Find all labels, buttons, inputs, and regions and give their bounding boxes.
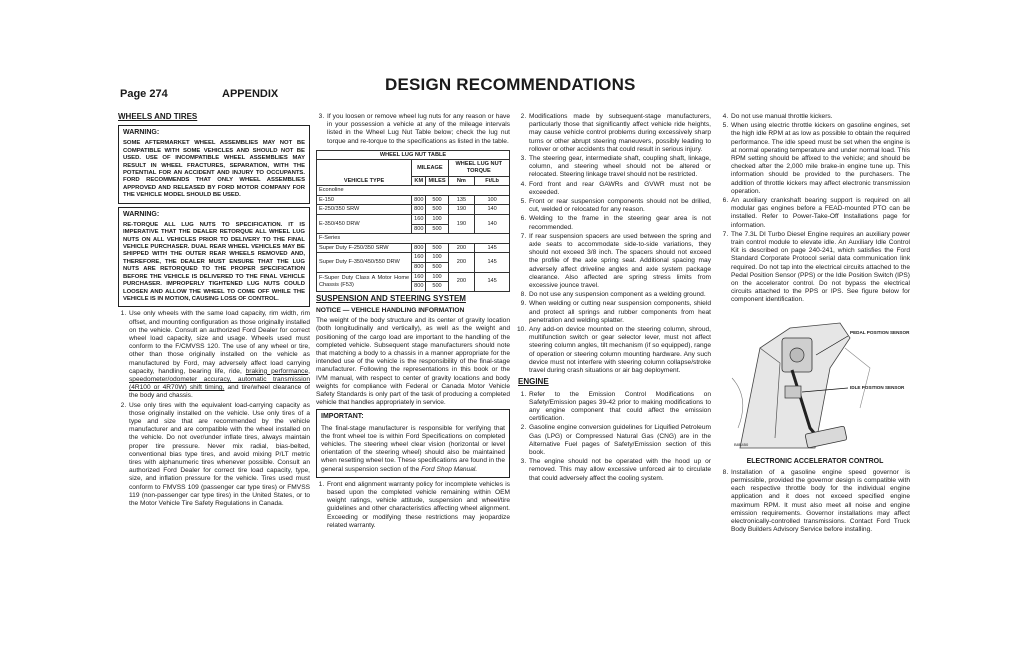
important-title: IMPORTANT: bbox=[321, 413, 364, 421]
warning-title: WARNING: bbox=[123, 129, 160, 137]
figure-code: B8B450 bbox=[734, 442, 749, 448]
list-item: 10. Any add-on device mounted on the steering column, shroud, multifunction switch or gear selector lever, must not affect steering column angles, tilt mechanism (if so equipped), range of operation or steering column mounting hardware. Any such device must not interfere with steering column collapse/stroke travel during crash situations or air bag deployment. bbox=[528, 326, 711, 375]
list-item: 6. An auxiliary crankshaft bearing support is required on all modular gas engines before a FEAD-mounted PTO can be installed. Refer to Power-Take-Off Installations page for information. bbox=[730, 197, 910, 230]
engine-heading: ENGINE bbox=[518, 377, 549, 387]
list-item: 2. Gasoline engine conversion guidelines for Liquified Petroleum Gas (LPG) or Compressed Natural Gas (CNG) are in the Alternative Fuel pages of Safety/Emission section of this book. bbox=[528, 424, 711, 457]
list-item: 3. The steering gear, intermediate shaft, coupling shaft, linkage, column, and steering wheel should not be altered or relocated. Steering linkage travel should not be restricted. bbox=[528, 155, 711, 180]
column-4 bbox=[720, 113, 910, 536]
wheel-lug-nut-table bbox=[316, 150, 510, 292]
list-item: 9. When welding or cutting near suspension components, shield and protect all springs and rubber components from heat penetration and welding splatter. bbox=[528, 300, 711, 325]
warning-box-2 bbox=[118, 207, 310, 308]
list-item: 1. Use only wheels with the same load capacity, rim width, rim offset, and mounting configuration as those originally installed on the vehicle. Consult an authorized Ford Dealer for correct wheel load capacity, size and usage. Wheels used must conform to the F/CMVSS 120. The use of any wheel or tire, other than those originally installed on the vehicle as manufactured by Ford, may adversely affect load carrying capacity, handling, bearing life, ride, braking performance, speedometer/odometer accuracy, automatic transmission (4R100 or 4R70W) shift timing, and tire/wheel clearance of the body and chassis. bbox=[128, 310, 310, 400]
table-row: Super Duty F-250/350 SRW 800 500 200 145 bbox=[317, 243, 510, 253]
notice-heading: NOTICE — VEHICLE HANDLING INFORMATION bbox=[316, 306, 465, 314]
accelerator-figure bbox=[720, 308, 910, 456]
important-box bbox=[316, 409, 510, 477]
table-header: Ft/Lb bbox=[475, 176, 510, 186]
list-item: 5. Front or rear suspension components should not be drilled, cut, welded or relocated for any reason. bbox=[528, 198, 711, 214]
list-item: 4. Ford front and rear GAWRs and GVWR must not be exceeded. bbox=[528, 181, 711, 197]
list-item: 4. Do not use manual throttle kickers. bbox=[730, 113, 910, 121]
list-item: 2. Modifications made by subsequent-stage manufacturers, particularly those that significantly affect vehicle ride heights, may cause vehicle control problems during excessively sharp turns or other abrupt steering maneuvers, possibly leading to rollover or other accidents that could result in serious injury. bbox=[528, 113, 711, 154]
warning-text: SOME AFTERMARKET WHEEL ASSEMBLIES MAY NOT BE COMPATIBLE WITH SOME VEHICLES AND SHOULD NOT BE USED. USE OF INCOMPATIBLE WHEEL ASSEMBLIES MAY RESULT IN WHEEL FRACTURES, SEPARATION, WITH THE POTENTIAL FOR AN ACCIDENT AND INJURY TO OCCUPANTS. FORD RECOMMENDS THAT ONLY WHEEL ASSEMBLIES APPROVED AND RELEASED BY FORD MOTOR COMPANY FOR THE VEHICLE MODEL SHOULD BE USED. bbox=[123, 140, 305, 199]
suspension-list-cont bbox=[518, 113, 711, 375]
list-item: 8. Installation of a gasoline engine speed governor is permissible, provided the governor design is compatible with each respective throttle body for the individual engine application and it does not exceed specified engine maximum RPM. It must also meet all noise and engine emission requirements. Governor installations may affect electronically-controlled transmissions. Contact Ford Truck Body Builders Advisory Service before installing. bbox=[730, 469, 910, 535]
table-row: E-150 800 500 135 100 bbox=[317, 195, 510, 205]
list-item: 2. Use only tires with the equivalent load-carrying capacity as those originally installed on the vehicle. Use only tires of a type and size that are recommended by the vehicle manufacturer and are compatible with the wheel installed on the vehicle. Do not over/under inflate tires, always maintain proper tire pressure. Never mix radial, bias-belted, conventional bias type tires, and avoid mixing P/LT metric tires with alphanumeric tires whenever possible. Consult an authorized Ford Dealer for correct tire load capacity, type, size, and inflation pressure for the vehicle. Tires used must conform to FMVSS 109 (passenger car type tires) or FMVSS 119 (non-passenger car type tires) in the United States, or to the Motor Vehicle Tire Safety Regulations in Canada. bbox=[128, 402, 310, 509]
list-item: 5. When using electric throttle kickers on gasoline engines, set the high idle RPM at as low as possible to obtain the required performance. The idle speed must be set when the engine is at normal operating temperature and under normal load. This RPM setting should be affixed to the vehicle; and should be checked after the 2,000 mile brake-in engine tune up. This information should be provided to the purchasers. The addition of throttle kickers may affect electronic transmission operation. bbox=[730, 122, 910, 196]
underlined-text: speedometer/odometer accuracy, automatic transmission (4R100 or 4R70W) shift timing, bbox=[129, 375, 310, 392]
important-text: The final-stage manufacturer is responsible for verifying that the front wheel toe is within Ford Specifications on completed vehicles. The steering wheel clear vision (horizontal or level orientation of the steering wheel) should also be maintained when resetting wheel toe. These specifications are found in the general suspension section of the Ford Shop Manual. bbox=[321, 424, 505, 473]
engine-list-cont bbox=[720, 113, 910, 305]
table-header: MILES bbox=[426, 176, 448, 186]
idle-position-sensor-label: IDLE POSITION SENSOR bbox=[850, 384, 905, 390]
column-1 bbox=[118, 113, 310, 509]
wheels-list-cont bbox=[316, 113, 510, 146]
table-row: 800 500 bbox=[317, 262, 510, 272]
table-row: E-350/450 DRW 160 100 190 140 bbox=[317, 214, 510, 224]
wheels-list bbox=[118, 310, 310, 508]
warning-box-1 bbox=[118, 125, 310, 203]
pedal-position-sensor-label: PEDAL POSITION SENSOR bbox=[850, 329, 910, 335]
column-3 bbox=[518, 113, 711, 484]
list-item: 8. Do not use any suspension component as a welding ground. bbox=[528, 291, 711, 299]
table-row: 800 500 bbox=[317, 224, 510, 234]
table-header: MILEAGE bbox=[412, 160, 448, 176]
page-number: Page 274 bbox=[120, 88, 168, 100]
table-row: E-250/350 SRW 800 500 190 140 bbox=[317, 205, 510, 215]
section-label: APPENDIX bbox=[222, 88, 279, 100]
warning-title: WARNING: bbox=[123, 210, 160, 218]
table-title: WHEEL LUG NUT TABLE bbox=[317, 150, 510, 160]
handling-paragraph: The weight of the body structure and its center of gravity location (both longitudinally and vertically), as well as the weight and positioning of the cargo load are important to the handling of the completed vehicle. Subsequent stage manufacturers should note that matching a body to a chassis in a manner appropriate for the intended use of the vehicle is the responsibility of the final-stage manufacturer. Following the representations in this book or the IVM manual, with respect to center of gravity locations and body weights for compliance with Federal or Canada Motor Vehicle Safety Standards is only part of the task of producing a completed vehicle that handles appropriately in service. bbox=[316, 317, 510, 407]
list-item: 1. Refer to the Emission Control Modifications on Safety/Emission pages 39-42 prior to making modifications to any engine component that could affect the emission certification. bbox=[528, 391, 711, 424]
list-item: 3. If you loosen or remove wheel lug nuts for any reason or have in your possession a vehicle at any of the mileage intervals listed in the Wheel Lug Nut Table below; check the lug nut torque and re-torque to the specifications as listed in the table. bbox=[326, 113, 510, 146]
column-2 bbox=[316, 113, 510, 531]
warning-text: RE-TORQUE ALL LUG NUTS TO SPECIFICATION. IT IS IMPERATIVE THAT THE DEALER RETORQUE ALL WHEEL LUG NUTS ON ALL VEHICLES PRIOR TO DELIVERY TO THE FINAL VEHICLE PURCHASER. DUAL REAR WHEEL VEHICLES MAY BE SHIPPED WITH THE OUTER REAR WHEELS REMOVED AND, THEREFORE, THE DEALER MUST ENSURE THAT THE LUG NUTS ARE RETORQUED TO THE PROPER SPECIFICATION BEFORE THE VEHICLE IS DELIVERED TO THE FINAL VEHICLE PURCHASER. IMPROPERLY TIGHTENED LUG NUTS COULD LOOSEN AND ALLOW THE WHEEL TO COME OFF WHILE THE VEHICLE IS IN MOTION, CAUSING LOSS OF CONTROL. bbox=[123, 221, 305, 302]
table-header: Nm bbox=[448, 176, 475, 186]
list-item: 6. Welding to the frame in the steering gear area is not recommended. bbox=[528, 215, 711, 231]
suspension-list bbox=[316, 481, 510, 530]
underlined-text: braking performance bbox=[245, 367, 309, 375]
list-item: 3. The engine should not be operated with the hood up or removed. This may allow excessive unforced air to circulate that could adversely affect the cooling system. bbox=[528, 458, 711, 483]
wheels-tires-heading: WHEELS AND TIRES bbox=[118, 112, 198, 121]
list-item: 7. The 7.3L DI Turbo Diesel Engine requires an auxiliary power train control module to elevate idle. An Auxiliary Idle Control Kit is described on page 240-241, which satisfies the Ford Standard Corporate Protocol serial data communication link required. Do not tap into the electrical circuits attached to the Pedal Position Sensor (PPS) or the Idle Position Switch (IPS) on the accelerator control. Do not bypass the electrical circuits attached to the PPS or IPS. See figure below for component identification. bbox=[730, 231, 910, 305]
table-header: KM bbox=[412, 176, 426, 186]
table-row: Super Duty F-350/450/550 DRW 160 100 200 145 bbox=[317, 253, 510, 263]
page-title: DESIGN RECOMMENDATIONS bbox=[385, 75, 636, 94]
engine-list bbox=[518, 391, 711, 483]
table-row: F-Super Duty Class A Motor Home Chassis (F53) 160 100 200 145 bbox=[317, 272, 510, 282]
figure-caption: ELECTRONIC ACCELERATOR CONTROL bbox=[746, 457, 884, 465]
suspension-heading: SUSPENSION AND STEERING SYSTEM bbox=[316, 293, 466, 303]
manual-reference: Ford Shop Manual. bbox=[421, 465, 478, 473]
list-item: 1. Front end alignment warranty policy for incomplete vehicles is based upon the completed vehicle remaining within OEM weight ratings, vehicle attitude, suspension and wheel/tire guidelines and other characteristics affecting wheel alignment. Exceeding or modifying these restrictions may jeopardize related warranty. bbox=[326, 481, 510, 530]
engine-list-cont-2 bbox=[720, 469, 910, 535]
list-item: 7. If rear suspension spacers are used between the spring and axle seats to accommodate side-to-side variations, they should not exceed 3/8 inch. The spacers should not exceed the profile of the axle spring seat. Additional spacing may adversely affect driveline angles and axle system package clearance. Also affected are spring stress limits from excessive jounce travel. bbox=[528, 233, 711, 290]
table-group: Econoline bbox=[317, 186, 510, 196]
table-header: WHEEL LUG NUT TORQUE bbox=[448, 160, 509, 176]
table-group: F-Series bbox=[317, 234, 510, 244]
table-row: 800 500 bbox=[317, 282, 510, 292]
table-header: VEHICLE TYPE bbox=[317, 160, 412, 186]
